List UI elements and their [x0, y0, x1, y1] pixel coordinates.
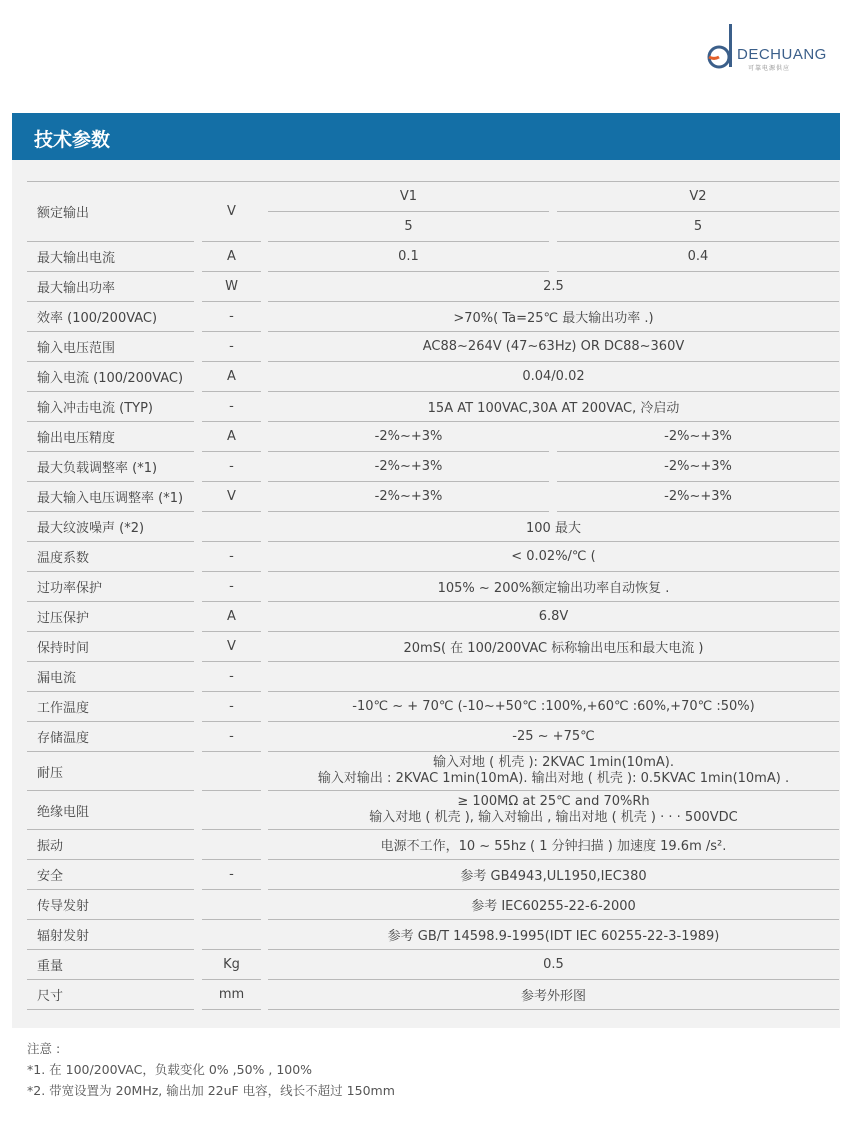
cell-value: 2.5: [268, 272, 839, 302]
row-name: 最大负载调整率 (*1): [27, 452, 194, 482]
row-name: 过压保护: [27, 602, 194, 632]
table-row: [27, 602, 839, 632]
row-unit: [202, 830, 261, 860]
cell-value: 参考 IEC60255-22-6-2000: [268, 890, 839, 920]
row-unit: V: [202, 182, 261, 242]
row-name: 输入电压范围: [27, 332, 194, 362]
row-name: 安全: [27, 860, 194, 890]
row-name: 重量: [27, 950, 194, 980]
row-unit: -: [202, 662, 261, 692]
cell-v1: -2%~+3%: [268, 422, 549, 452]
row-name: 最大纹波噪声 (*2): [27, 512, 194, 542]
table-row: [27, 452, 839, 482]
cell-value: 0.04/0.02: [268, 362, 839, 392]
cell-value-multiline: [268, 752, 839, 791]
cell-v2: -2%~+3%: [557, 422, 839, 452]
cell-value: -10℃ ~ + 70℃ (-10~+50℃ :100%,+60℃ :60%,+70℃ :50%): [268, 692, 839, 722]
footnotes: [27, 1038, 395, 1101]
cell-v1: 0.1: [268, 242, 549, 272]
row-unit: -: [202, 302, 261, 332]
row-name: 过功率保护: [27, 572, 194, 602]
row-name: 最大输出电流: [27, 242, 194, 272]
table-row: [27, 572, 839, 602]
cell-v1: -2%~+3%: [268, 452, 549, 482]
table-row: [27, 722, 839, 752]
cell-value: 参考外形图: [268, 980, 839, 1010]
row-unit: A: [202, 422, 261, 452]
table-row: [27, 272, 839, 302]
table-row: [27, 791, 839, 830]
cell-value: 105% ~ 200%额定输出功率自动恢复 .: [268, 572, 839, 602]
row-name: 最大输出功率: [27, 272, 194, 302]
table-row: [27, 482, 839, 512]
table-row: [27, 332, 839, 362]
row-unit: [202, 890, 261, 920]
cell-value-multiline: [268, 791, 839, 830]
cell-value: 参考 GB4943,UL1950,IEC380: [268, 860, 839, 890]
table-row: [27, 860, 839, 890]
table-row: [27, 422, 839, 452]
row-unit: V: [202, 632, 261, 662]
row-name: 漏电流: [27, 662, 194, 692]
row-name: 传导发射: [27, 890, 194, 920]
row-name: 绝缘电阻: [27, 791, 194, 830]
table-row: [27, 512, 839, 542]
row-unit: mm: [202, 980, 261, 1010]
table-row: [27, 830, 839, 860]
cell-line: ≥ 100MΩ at 25℃ and 70%Rh: [457, 794, 650, 809]
cell-value: [268, 662, 839, 692]
cell-value: -25 ~ +75℃: [268, 722, 839, 752]
row-unit: -: [202, 692, 261, 722]
row-unit: -: [202, 542, 261, 572]
row-name: 尺寸: [27, 980, 194, 1010]
footnote-1: *1. 在 100/200VAC，负载变化 0% ,50% , 100%: [27, 1062, 313, 1077]
row-name: 保持时间: [27, 632, 194, 662]
page-title: 技术参数: [34, 129, 111, 151]
row-unit: A: [202, 362, 261, 392]
cell-line: 输入对地 ( 机壳 ): 2KVAC 1min(10mA).: [433, 755, 674, 770]
cell-value: < 0.02%/℃ (: [268, 542, 839, 572]
cell-v2: -2%~+3%: [557, 482, 839, 512]
row-unit: [202, 920, 261, 950]
row-name: 最大输入电压调整率 (*1): [27, 482, 194, 512]
row-name: 辐射发射: [27, 920, 194, 950]
table-row: [27, 920, 839, 950]
row-unit: V: [202, 482, 261, 512]
section-banner: [12, 113, 840, 160]
cell-value: >70%( Ta=25℃ 最大输出功率 .): [268, 302, 839, 332]
cell-value: 20mS( 在 100/200VAC 标称输出电压和最大电流 ): [268, 632, 839, 662]
row-name: 温度系数: [27, 542, 194, 572]
table-row: [27, 662, 839, 692]
row-name: 振动: [27, 830, 194, 860]
table-row: [27, 302, 839, 332]
row-name: 耐压: [27, 752, 194, 791]
row-name: 效率 (100/200VAC): [27, 302, 194, 332]
logo-brand: DECHUANG: [737, 46, 827, 63]
cell-value: 15A AT 100VAC,30A AT 200VAC, 冷启动: [268, 392, 839, 422]
row-unit: Kg: [202, 950, 261, 980]
cell-v1: 5: [268, 212, 549, 242]
table-row: [27, 242, 839, 272]
cell-line: 输入对地 ( 机壳 ), 输入对输出 , 输出对地 ( 机壳 ) · · · 500VDC: [369, 810, 738, 825]
row-unit: [202, 752, 261, 791]
row-name: 输入冲击电流 (TYP): [27, 392, 194, 422]
column-header-v2: V2: [557, 182, 839, 212]
table-row: [27, 692, 839, 722]
row-unit: [202, 791, 261, 830]
table-row: [27, 980, 839, 1010]
row-name: 额定输出: [27, 182, 194, 242]
row-unit: -: [202, 860, 261, 890]
cell-v2: 0.4: [557, 242, 839, 272]
spec-table: [27, 181, 839, 1010]
row-unit: A: [202, 602, 261, 632]
table-row: [27, 890, 839, 920]
row-unit: -: [202, 392, 261, 422]
cell-value: 参考 GB/T 14598.9-1995(IDT IEC 60255-22-3-1989): [268, 920, 839, 950]
footnotes-heading: 注意 :: [27, 1041, 61, 1056]
row-unit: [202, 512, 261, 542]
column-header-v1: V1: [268, 182, 549, 212]
row-unit: -: [202, 572, 261, 602]
cell-v2: 5: [557, 212, 839, 242]
cell-value: 0.5: [268, 950, 839, 980]
row-name: 输入电流 (100/200VAC): [27, 362, 194, 392]
cell-v1: -2%~+3%: [268, 482, 549, 512]
table-row: [27, 752, 839, 791]
row-unit: A: [202, 242, 261, 272]
row-unit: -: [202, 452, 261, 482]
footnote-2: *2. 带宽设置为 20MHz, 输出加 22uF 电容，线长不超过 150mm: [27, 1083, 395, 1098]
cell-value: 6.8V: [268, 602, 839, 632]
row-name: 输出电压精度: [27, 422, 194, 452]
cell-value: 电源不工作，10 ~ 55hz ( 1 分钟扫描 ) 加速度 19.6m /s².: [268, 830, 839, 860]
row-unit: -: [202, 722, 261, 752]
table-row: [27, 632, 839, 662]
table-row: [27, 392, 839, 422]
table-row: [27, 362, 839, 392]
cell-v2: -2%~+3%: [557, 452, 839, 482]
logo-tagline: 可靠电源供应: [748, 65, 791, 72]
cell-line: 输入对输出 : 2KVAC 1min(10mA). 输出对地 ( 机壳 ): 0.5KVAC 1min(10mA) .: [317, 771, 790, 786]
row-unit: -: [202, 332, 261, 362]
table-row: [27, 542, 839, 572]
table-row: [27, 182, 839, 212]
table-row: [27, 950, 839, 980]
row-name: 存储温度: [27, 722, 194, 752]
cell-value: AC88~264V (47~63Hz) OR DC88~360V: [268, 332, 839, 362]
row-name: 工作温度: [27, 692, 194, 722]
row-unit: W: [202, 272, 261, 302]
cell-value: 100 最大: [268, 512, 839, 542]
